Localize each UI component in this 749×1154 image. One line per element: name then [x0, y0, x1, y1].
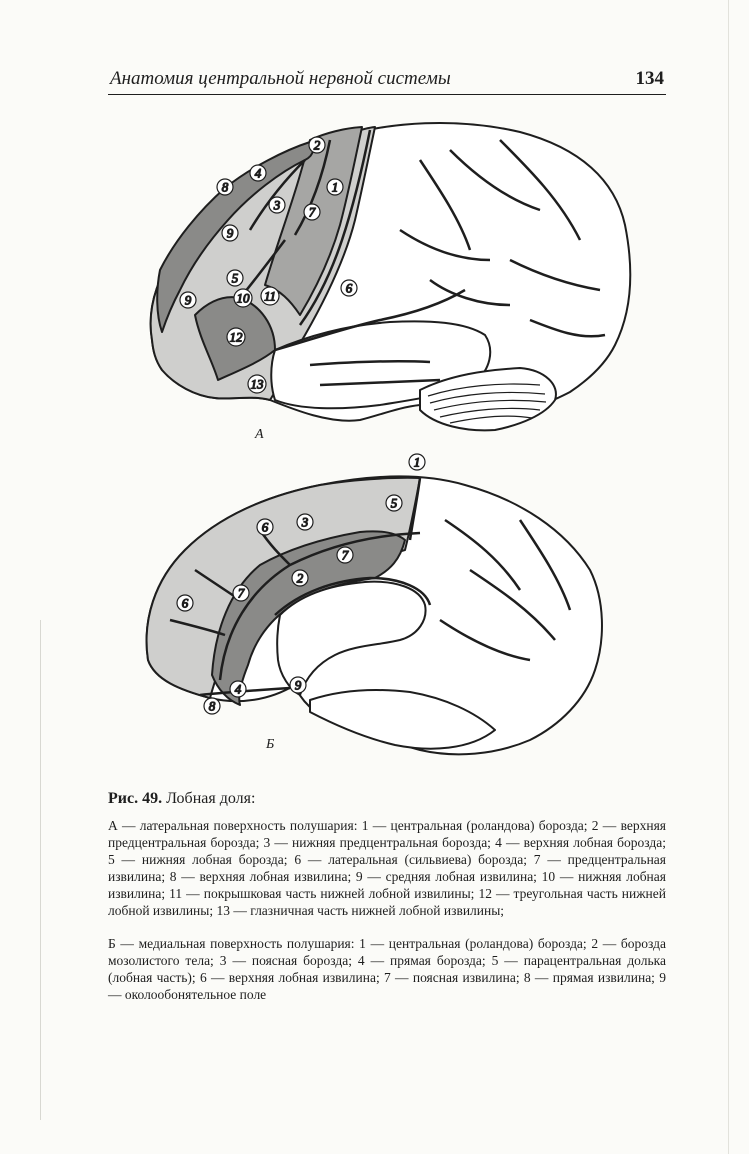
caption-panel-b: Б — медиальная поверхность полушария: 1 — центральная (роландова) борозда; 2 — борозда мозолистого тела; 3 — поясная борозда; 4 — прямая борозда; 5 — парацентральная долька (лобная часть); 6 — верхняя лобная извилина; 7 — поясная извилина; 8 — прямая извилина; 9 — околообонятельное поле	[108, 936, 666, 1002]
panel-a-letter: А	[255, 427, 264, 442]
label-a-9	[222, 225, 238, 241]
label-b-9	[290, 677, 306, 693]
svg-text:4: 4	[234, 681, 242, 697]
label-a-10	[234, 289, 252, 307]
label-a-3	[269, 197, 285, 213]
svg-text:7: 7	[308, 204, 316, 220]
page-number: 134	[635, 68, 664, 89]
svg-text:2: 2	[313, 137, 321, 153]
label-b-8	[204, 698, 220, 714]
svg-text:1: 1	[331, 179, 339, 195]
label-a-9b	[180, 292, 196, 308]
label-b-2	[292, 570, 308, 586]
label-a-2	[309, 137, 325, 153]
label-a-7	[304, 204, 320, 220]
label-b-1	[409, 454, 425, 470]
svg-text:5: 5	[390, 495, 398, 511]
figure-caption-title	[108, 790, 668, 808]
svg-text:11: 11	[263, 288, 277, 304]
svg-text:9: 9	[226, 225, 234, 241]
running-header	[108, 66, 666, 95]
running-title: Анатомия центральной нервной системы	[110, 68, 451, 89]
svg-text:2: 2	[296, 570, 304, 586]
svg-text:7: 7	[237, 585, 245, 601]
label-b-7	[337, 547, 353, 563]
label-a-8	[217, 179, 233, 195]
figure-title: Лобная доля:	[162, 790, 256, 807]
label-b-4	[230, 681, 246, 697]
label-b-3	[297, 514, 313, 530]
label-a-12	[227, 328, 245, 346]
svg-text:3: 3	[273, 197, 281, 213]
svg-text:10: 10	[236, 290, 250, 306]
brain-illustration	[100, 100, 690, 770]
page-edge-left	[40, 620, 41, 1120]
label-b-5	[386, 495, 402, 511]
svg-text:13: 13	[250, 376, 264, 392]
svg-text:6: 6	[181, 595, 189, 611]
label-b-7b	[233, 585, 249, 601]
svg-text:9: 9	[294, 677, 302, 693]
figure-number: Рис. 49.	[108, 790, 163, 807]
svg-text:6: 6	[261, 519, 269, 535]
label-a-13	[248, 375, 266, 393]
svg-text:3: 3	[301, 514, 309, 530]
label-a-4	[250, 165, 266, 181]
svg-text:8: 8	[221, 179, 229, 195]
brain-figure	[100, 100, 690, 770]
svg-text:7: 7	[341, 547, 349, 563]
svg-text:12: 12	[229, 329, 243, 345]
svg-text:6: 6	[345, 280, 353, 296]
label-a-11	[261, 287, 279, 305]
label-a-5	[227, 270, 243, 286]
label-a-1	[327, 179, 343, 195]
panel-b-medial-view	[147, 454, 602, 754]
panel-a-lateral-view	[151, 123, 631, 442]
panel-b-letter: Б	[266, 737, 275, 752]
svg-text:5: 5	[231, 270, 239, 286]
caption-panel-a: А — латеральная поверхность полушария: 1 — центральная (роландова) борозда; 2 — верхняя предцентральная борозда; 3 — нижняя предцентральная борозда; 4 — верхняя лобная борозда; 5 — нижняя лобная борозда; 6 — латеральная (сильвиева) борозда; 7 — предцентральная извилина; 8 — верхняя лобная извилина; 9 — средняя лобная извилина; 10 — нижняя лобная извилина; 11 — покрышковая часть нижней лобной извилины; 12 — треугольная часть нижней лобной извилины; 13 — глазничная часть нижней лобной извилины;	[108, 818, 666, 918]
svg-text:9: 9	[184, 292, 192, 308]
svg-text:4: 4	[254, 165, 262, 181]
label-b-6b	[177, 595, 193, 611]
page-edge-right	[728, 0, 729, 1154]
label-a-6	[341, 280, 357, 296]
svg-text:1: 1	[413, 454, 421, 470]
svg-text:8: 8	[208, 698, 216, 714]
label-b-6	[257, 519, 273, 535]
